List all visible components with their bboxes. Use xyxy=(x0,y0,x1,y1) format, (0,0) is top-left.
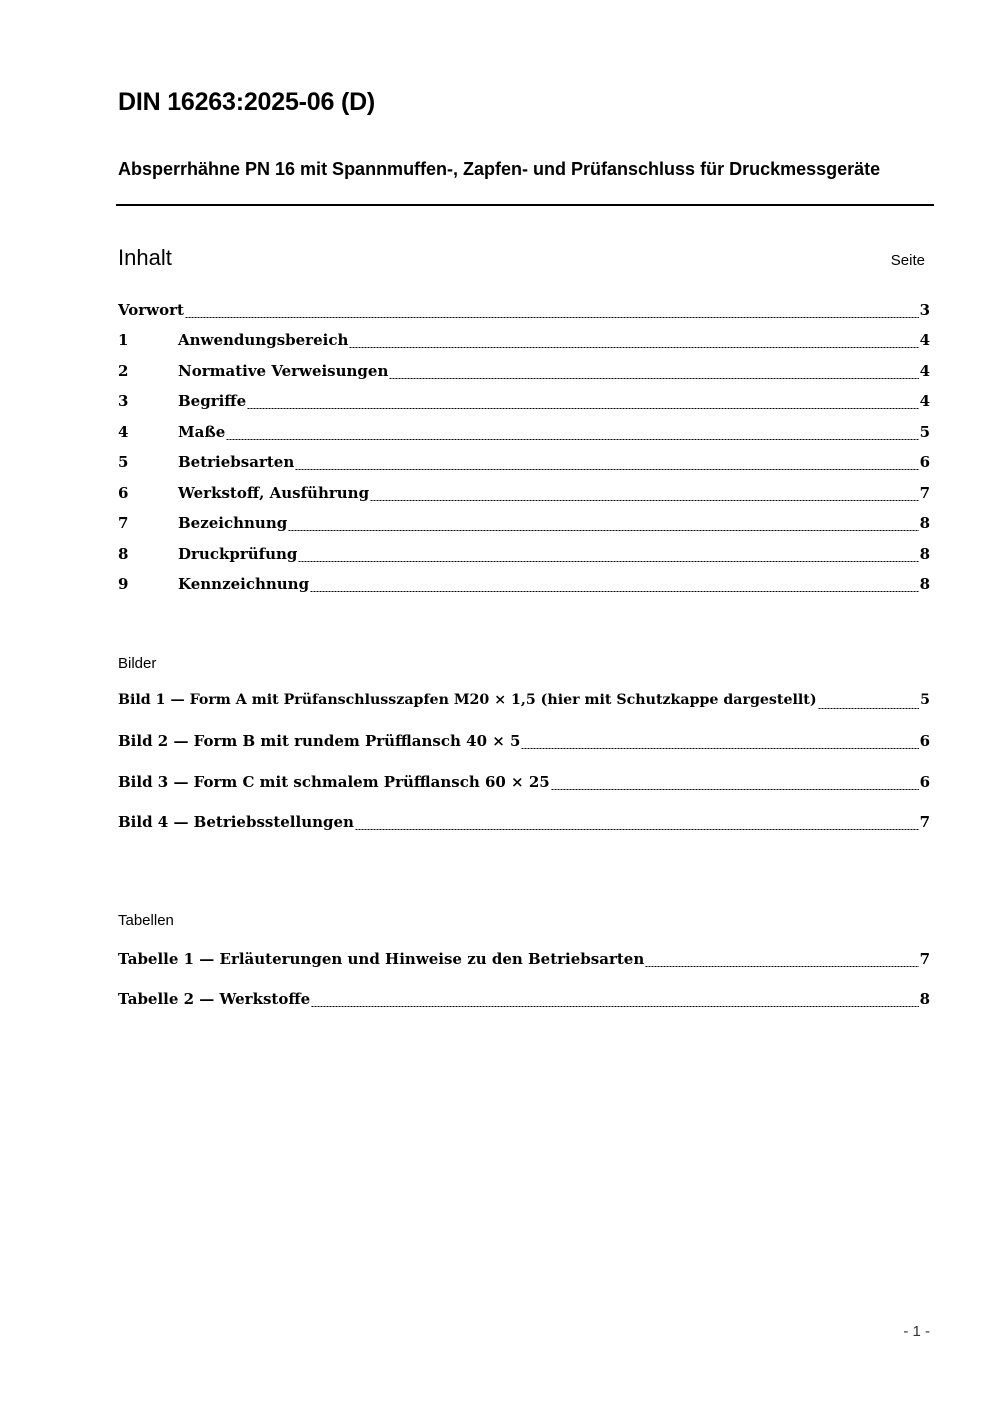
figure-entry-2[interactable] xyxy=(118,732,930,754)
figure-entry-page: 5 xyxy=(920,692,930,708)
toc-entry-4[interactable] xyxy=(118,423,930,445)
figure-entry-text: Bild 3 — Form C mit schmalem Prüfflansch 60 × 25 xyxy=(118,773,550,791)
toc-entry-number: 1 xyxy=(118,331,129,349)
toc-entry-page: 8 xyxy=(919,514,930,532)
leader-dots xyxy=(288,530,918,531)
figure-entry-text: Bild 2 — Form B mit rundem Prüfflansch 40 × 5 xyxy=(118,732,521,750)
figure-entry-1[interactable] xyxy=(118,692,930,714)
toc-entry-text: Anwendungsbereich xyxy=(178,331,349,349)
toc-entry-number: 6 xyxy=(118,484,129,502)
toc-entry-1[interactable] xyxy=(118,331,930,353)
tables-heading: Tabellen xyxy=(118,912,174,929)
toc-entry-text: Begriffe xyxy=(178,392,247,410)
toc-entry-text: Werkstoff, Ausführung xyxy=(178,484,370,502)
toc-entry-8[interactable] xyxy=(118,545,930,567)
toc-entry-text: Vorwort xyxy=(118,301,184,319)
leader-dots xyxy=(295,469,918,470)
leader-dots xyxy=(389,378,918,379)
toc-entry-text: Druckprüfung xyxy=(178,545,298,563)
table-entry-2[interactable] xyxy=(118,990,930,1012)
toc-entry-7[interactable] xyxy=(118,514,930,536)
leader-dots xyxy=(298,561,918,562)
toc-entry-vorwort[interactable] xyxy=(118,301,930,323)
toc-entry-page: 6 xyxy=(919,453,930,471)
toc-heading: Inhalt xyxy=(118,245,172,270)
toc-entry-text: Normative Verweisungen xyxy=(178,362,389,380)
toc-entry-page: 5 xyxy=(919,423,930,441)
toc-entry-text: Kennzeichnung xyxy=(178,575,310,593)
toc-entry-page: 8 xyxy=(919,545,930,563)
toc-entry-page: 8 xyxy=(919,575,930,593)
toc-entry-number: 5 xyxy=(118,453,129,471)
toc-entry-page: 4 xyxy=(919,392,930,410)
leader-dots xyxy=(310,591,918,592)
toc-entry-6[interactable] xyxy=(118,484,930,506)
toc-entry-text: Betriebsarten xyxy=(178,453,295,471)
figure-entry-page: 7 xyxy=(919,813,930,831)
leader-dots xyxy=(349,347,918,348)
toc-entry-number: 7 xyxy=(118,514,129,532)
leader-dots xyxy=(521,748,918,749)
toc-entry-number: 2 xyxy=(118,362,129,380)
table-entry-1[interactable] xyxy=(118,950,930,972)
toc-entry-9[interactable] xyxy=(118,575,930,597)
figure-entry-page: 6 xyxy=(919,732,930,750)
title-rule xyxy=(116,204,934,206)
toc-entry-5[interactable] xyxy=(118,453,930,475)
table-entry-text: Tabelle 2 — Werkstoffe xyxy=(118,990,311,1008)
toc-entry-number: 9 xyxy=(118,575,129,593)
toc-entry-page: 4 xyxy=(919,362,930,380)
toc-entry-number: 4 xyxy=(118,423,129,441)
toc-entry-text: Bezeichnung xyxy=(178,514,288,532)
figure-entry-text: Bild 1 — Form A mit Prüfanschlusszapfen M20 × 1,5 (hier mit Schutzkappe dargestellt) xyxy=(118,692,817,708)
page-column-label: Seite xyxy=(890,252,925,269)
toc-entry-2[interactable] xyxy=(118,362,930,384)
leader-dots xyxy=(226,439,918,440)
leader-dots xyxy=(551,789,919,790)
leader-dots xyxy=(311,1006,918,1007)
leader-dots xyxy=(247,408,918,409)
figure-entry-page: 6 xyxy=(919,773,930,791)
leader-dots xyxy=(355,829,919,830)
table-entry-page: 8 xyxy=(919,990,930,1008)
document-id: DIN 16263:2025-06 (D) xyxy=(118,88,376,116)
figures-heading: Bilder xyxy=(118,655,157,672)
table-entry-page: 7 xyxy=(919,950,930,968)
leader-dots xyxy=(370,500,919,501)
toc-entry-page: 3 xyxy=(919,301,930,319)
toc-entry-number: 8 xyxy=(118,545,129,563)
toc-entry-number: 3 xyxy=(118,392,129,410)
leader-dots xyxy=(185,317,919,318)
footer-page-number: - 1 - xyxy=(903,1323,930,1340)
figure-entry-text: Bild 4 — Betriebsstellungen xyxy=(118,813,354,831)
toc-entry-3[interactable] xyxy=(118,392,930,414)
table-entry-text: Tabelle 1 — Erläuterungen und Hinweise zu den Betriebsarten xyxy=(118,950,645,968)
leader-dots xyxy=(818,708,920,709)
document-title: Absperrhähne PN 16 mit Spannmuffen-, Zapfen- und Prüfanschluss für Druckmessgeräte xyxy=(118,159,881,179)
toc-entry-page: 4 xyxy=(919,331,930,349)
leader-dots xyxy=(645,966,918,967)
toc-entry-text: Maße xyxy=(178,423,226,441)
figure-entry-3[interactable] xyxy=(118,773,930,795)
figure-entry-4[interactable] xyxy=(118,813,930,835)
toc-entry-page: 7 xyxy=(919,484,930,502)
